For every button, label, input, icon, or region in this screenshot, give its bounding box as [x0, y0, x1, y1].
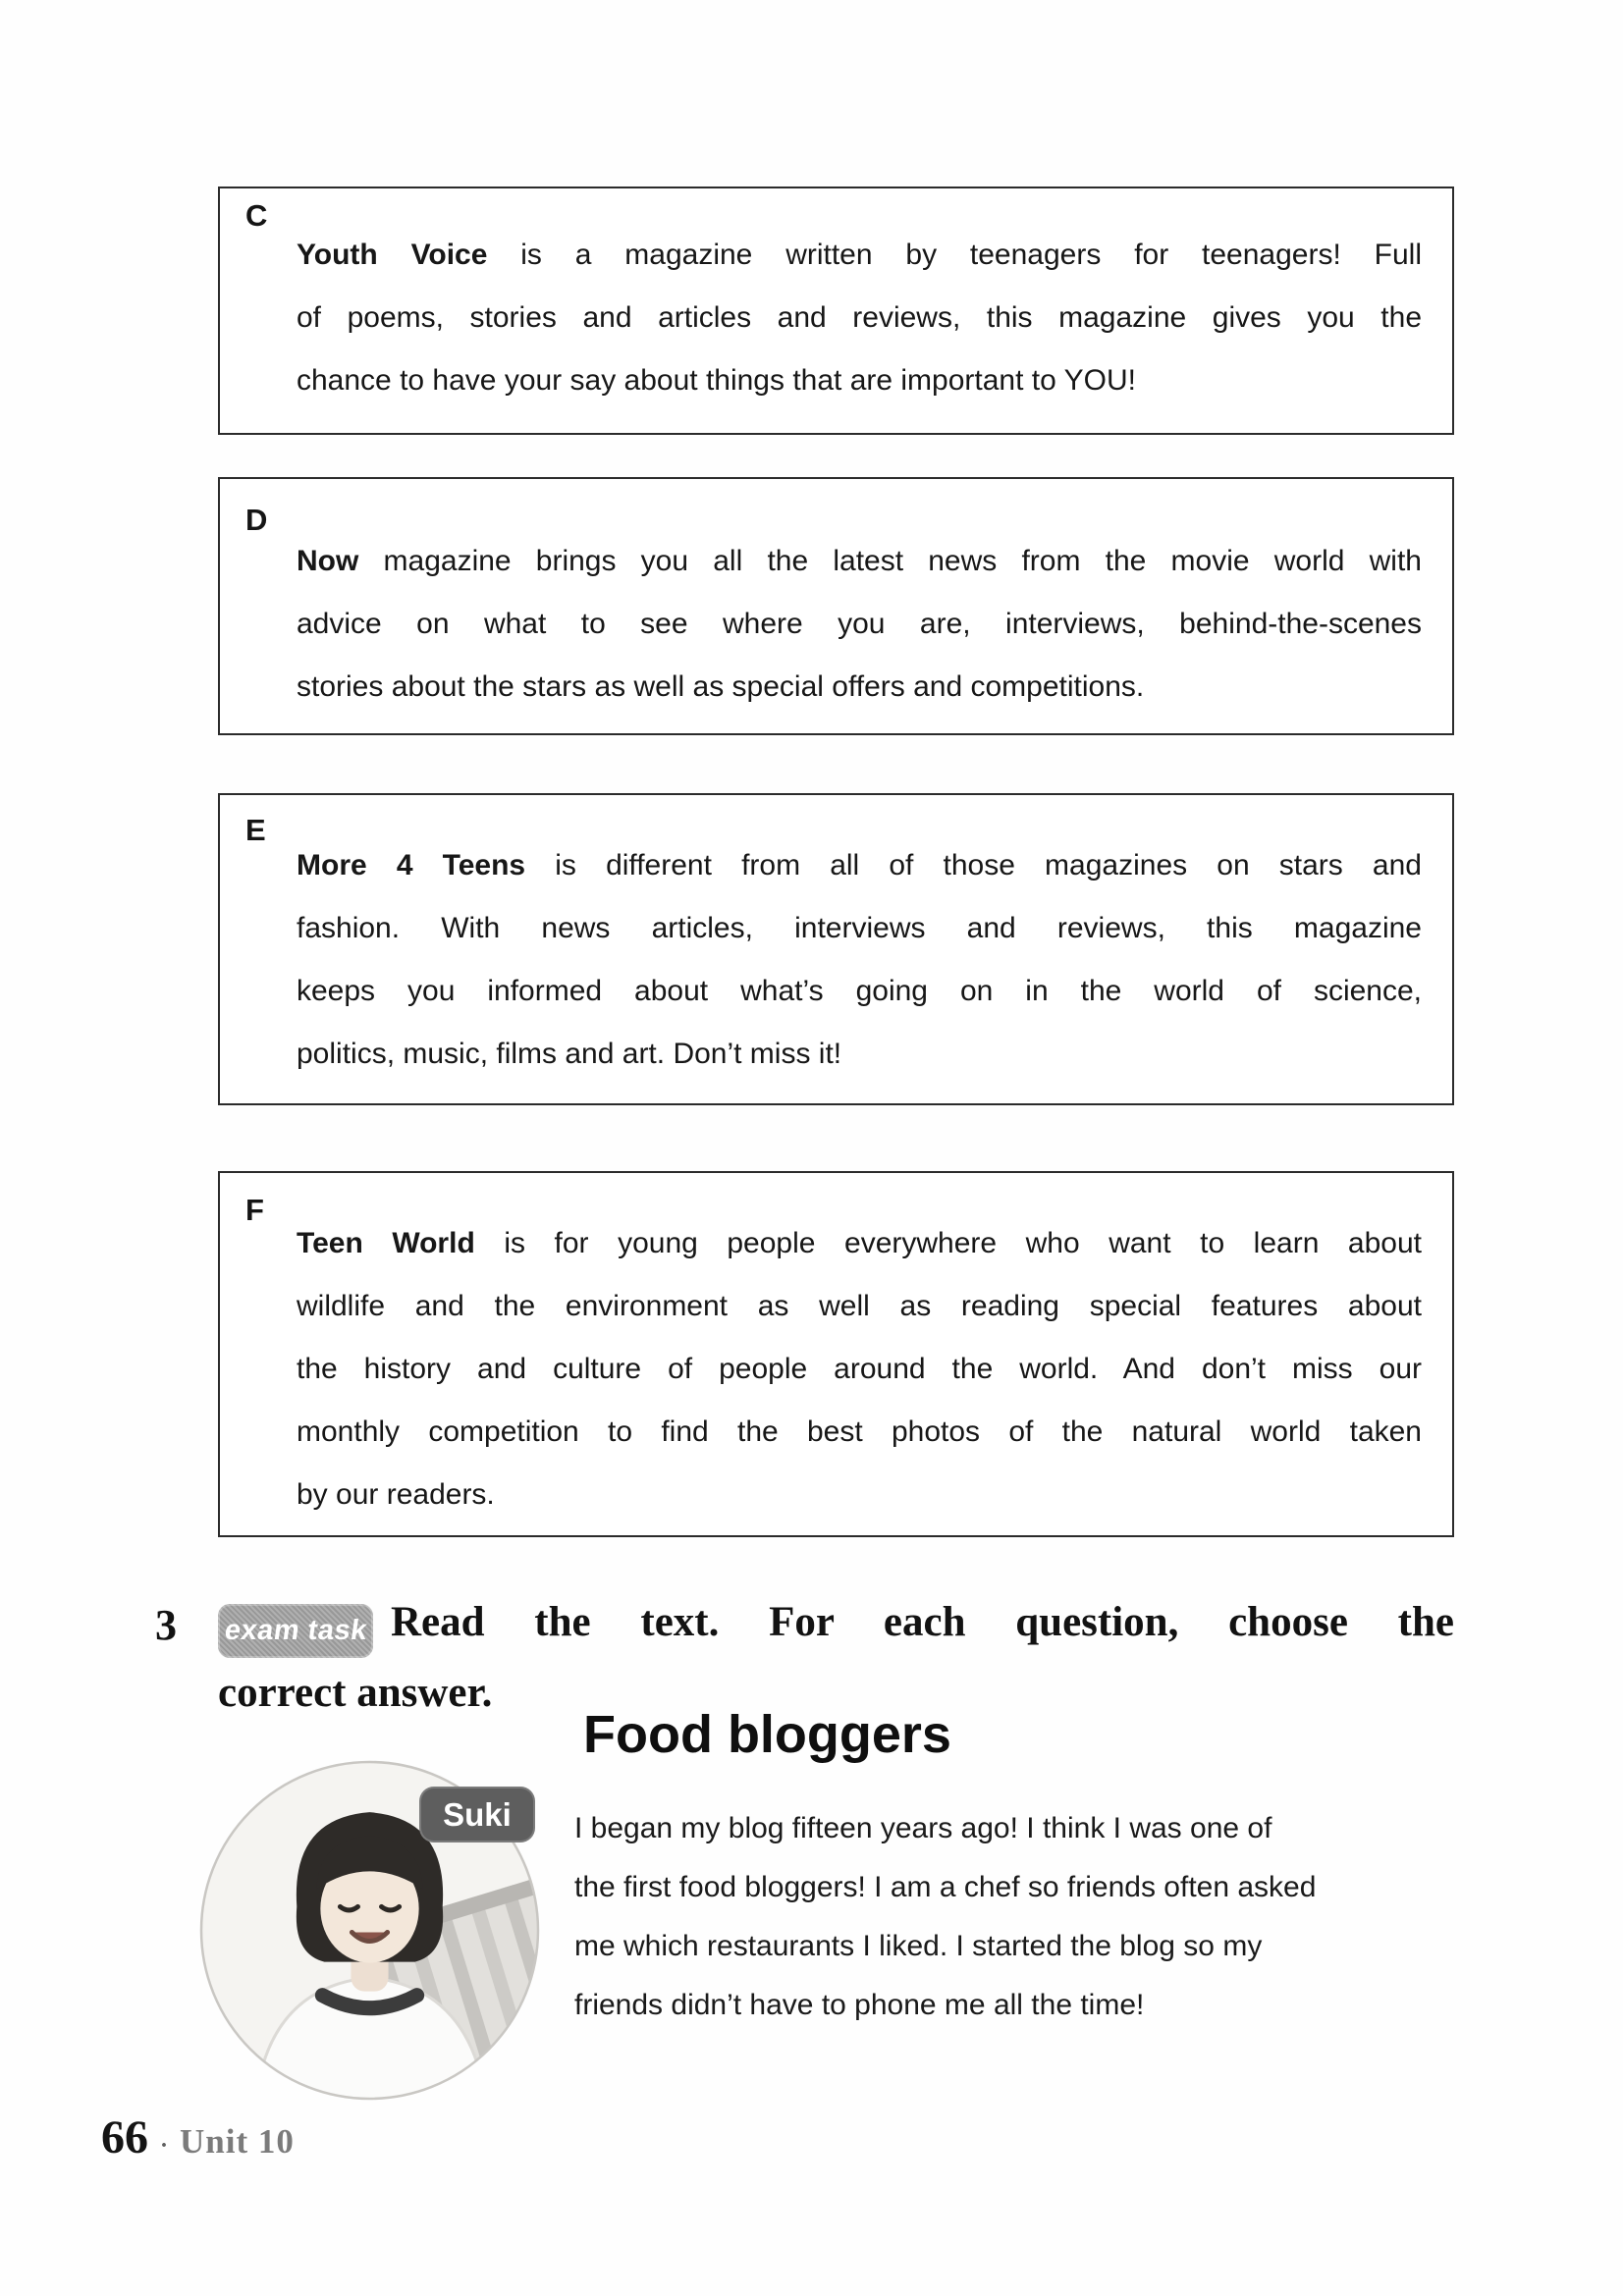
text-line: wildlife and the environment as well as reading special features about — [297, 1290, 1422, 1322]
box-text-c — [297, 224, 1422, 412]
paragraph-line: me which restaurants I liked. I started the blog so my — [574, 1930, 1263, 1962]
unit-label: Unit 10 — [180, 2122, 295, 2161]
magazine-box-e — [218, 793, 1454, 1105]
magazine-name: More 4 Teens — [297, 849, 526, 881]
magazine-box-c — [218, 187, 1454, 435]
blogger-name: Suki — [443, 1795, 512, 1833]
text-line: by our readers. — [297, 1478, 495, 1511]
text-line-rest: is for young people everywhere who want to learn about — [474, 1227, 1423, 1259]
magazine-name: Youth Voice — [297, 239, 488, 271]
box-label-d: D — [245, 503, 268, 537]
text-line: stories about the stars as well as special offers and competitions. — [297, 670, 1145, 703]
article-title: Food bloggers — [583, 1705, 951, 1764]
text-line-rest: is a magazine written by teenagers for teenagers! Full — [487, 239, 1422, 271]
text-line: the history and culture of people around the world. And don’t miss our — [297, 1353, 1422, 1385]
text-line: of poems, stories and articles and reviews, this magazine gives you the — [297, 301, 1422, 334]
exam-task-badge — [218, 1604, 373, 1658]
exam-task-badge-label: exam task — [222, 1615, 369, 1646]
box-text-f — [297, 1212, 1422, 1526]
text-line: advice on what to see where you are, interviews, behind-the-scenes — [297, 608, 1422, 640]
box-text-d — [297, 530, 1422, 719]
exercise-instruction: Read the text. For each question, choose the — [391, 1599, 1454, 1645]
blogger-name-badge — [419, 1787, 535, 1842]
paragraph-line: I began my blog fifteen years ago! I think I was one of — [574, 1812, 1272, 1844]
text-line — [297, 530, 1422, 593]
text-line: politics, music, films and art. Don’t miss it! — [297, 1038, 842, 1070]
exercise-instruction-continued: correct answer. — [218, 1670, 493, 1716]
text-line: keeps you informed about what’s going on in the world of science, — [297, 975, 1422, 1007]
text-line: fashion. With news articles, interviews and reviews, this magazine — [297, 912, 1422, 944]
box-text-e — [297, 834, 1422, 1086]
footer-separator-dot: · — [160, 2133, 169, 2159]
text-line — [297, 224, 1422, 287]
magazine-name: Now — [297, 545, 359, 577]
text-line-rest: is different from all of those magazines on stars and — [525, 849, 1422, 881]
magazine-box-f — [218, 1171, 1454, 1537]
box-label-e: E — [245, 813, 266, 847]
blog-paragraph — [574, 1812, 1316, 2048]
magazine-name: Teen World — [297, 1227, 475, 1259]
box-label-c: C — [245, 198, 268, 233]
box-label-f: F — [245, 1193, 264, 1227]
text-line — [297, 834, 1422, 897]
paragraph-line: the first food bloggers! I am a chef so friends often asked — [574, 1871, 1317, 1903]
exercise-number: 3 — [155, 1601, 177, 1649]
text-line: monthly competition to find the best photos of the natural world taken — [297, 1415, 1422, 1448]
page-number: 66 — [101, 2111, 148, 2163]
page-footer — [101, 2110, 295, 2164]
magazine-box-d — [218, 477, 1454, 735]
text-line — [297, 1212, 1422, 1275]
text-line: chance to have your say about things that are important to YOU! — [297, 364, 1136, 397]
text-line-rest: magazine brings you all the latest news from the movie world with — [358, 545, 1422, 577]
paragraph-line: friends didn’t have to phone me all the time! — [574, 1989, 1145, 2021]
